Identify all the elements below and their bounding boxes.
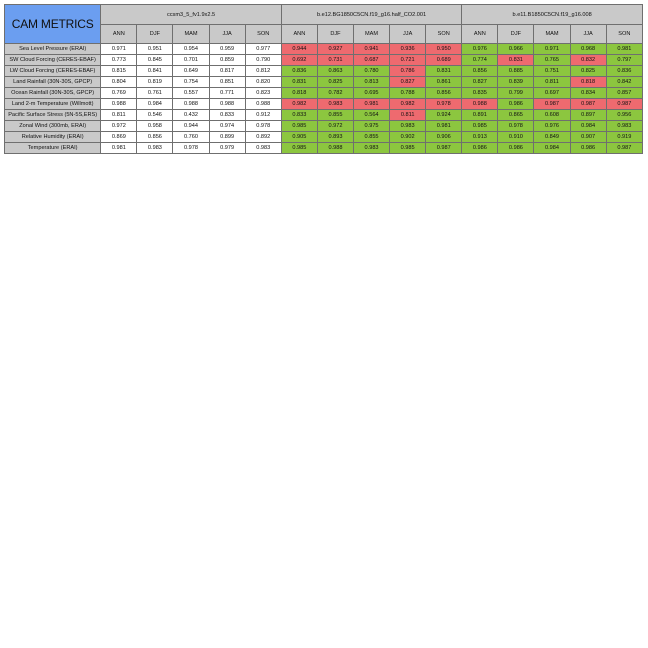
metric-value-cell: 0.832 [570,55,606,66]
season-header: DJF [498,25,534,44]
metric-value-cell: 0.818 [281,88,317,99]
metric-value-cell: 0.975 [354,121,390,132]
metric-value-cell: 0.856 [426,88,462,99]
metric-value-cell: 0.988 [173,99,209,110]
metric-label: Land 2-m Temperature (Willmott) [5,99,101,110]
metric-value-cell: 0.774 [462,55,498,66]
metric-value-cell: 0.981 [354,99,390,110]
metric-value-cell: 0.978 [498,121,534,132]
metric-value-cell: 0.956 [606,110,642,121]
metric-value-cell: 0.804 [101,77,137,88]
metric-value-cell: 0.831 [426,66,462,77]
metric-value-cell: 0.907 [570,132,606,143]
table-row [5,77,643,88]
metric-value-cell: 0.936 [390,44,426,55]
metric-value-cell: 0.432 [173,110,209,121]
metric-value-cell: 0.865 [498,110,534,121]
metric-value-cell: 0.771 [209,88,245,99]
metric-value-cell: 0.855 [317,110,353,121]
metric-value-cell: 0.912 [245,110,281,121]
metric-value-cell: 0.905 [281,132,317,143]
metric-value-cell: 0.966 [498,44,534,55]
metric-value-cell: 0.958 [137,121,173,132]
season-header: SON [426,25,462,44]
metric-value-cell: 0.985 [462,121,498,132]
metric-value-cell: 0.987 [570,99,606,110]
metric-value-cell: 0.972 [101,121,137,132]
metric-value-cell: 0.819 [137,77,173,88]
table-row [5,88,643,99]
metric-value-cell: 0.983 [245,143,281,154]
metric-value-cell: 0.954 [173,44,209,55]
metric-value-cell: 0.944 [173,121,209,132]
metric-value-cell: 0.983 [606,121,642,132]
season-header: DJF [137,25,173,44]
metric-value-cell: 0.986 [498,143,534,154]
metric-label: LW Cloud Forcing (CERES-EBAF) [5,66,101,77]
metric-value-cell: 0.892 [245,132,281,143]
metric-value-cell: 0.971 [534,44,570,55]
case-header-row [5,5,643,25]
metric-value-cell: 0.831 [498,55,534,66]
metric-value-cell: 0.836 [606,66,642,77]
metric-value-cell: 0.910 [498,132,534,143]
metric-value-cell: 0.983 [354,143,390,154]
metric-value-cell: 0.988 [317,143,353,154]
season-header: ANN [462,25,498,44]
metric-value-cell: 0.978 [426,99,462,110]
metric-value-cell: 0.827 [390,77,426,88]
metric-value-cell: 0.987 [606,99,642,110]
metric-value-cell: 0.891 [462,110,498,121]
season-header: MAM [354,25,390,44]
metric-value-cell: 0.855 [354,132,390,143]
metric-value-cell: 0.981 [606,44,642,55]
metric-value-cell: 0.983 [137,143,173,154]
metric-value-cell: 0.924 [426,110,462,121]
metric-value-cell: 0.790 [245,55,281,66]
metric-label: Sea Level Pressure (ERAI) [5,44,101,55]
metric-value-cell: 0.760 [173,132,209,143]
season-header: SON [606,25,642,44]
metric-value-cell: 0.813 [354,77,390,88]
cam-metrics-table [4,4,643,154]
metric-label: Pacific Surface Stress (5N-5S,ERS) [5,110,101,121]
season-header: MAM [173,25,209,44]
metric-value-cell: 0.649 [173,66,209,77]
season-header: JJA [570,25,606,44]
metric-value-cell: 0.972 [317,121,353,132]
table-row [5,44,643,55]
metric-value-cell: 0.721 [390,55,426,66]
table-row [5,121,643,132]
metric-value-cell: 0.851 [209,77,245,88]
table-row [5,99,643,110]
metric-value-cell: 0.897 [570,110,606,121]
metric-value-cell: 0.769 [101,88,137,99]
metric-value-cell: 0.836 [281,66,317,77]
metric-value-cell: 0.978 [173,143,209,154]
metric-value-cell: 0.831 [281,77,317,88]
metric-value-cell: 0.906 [426,132,462,143]
metric-value-cell: 0.842 [606,77,642,88]
metric-value-cell: 0.825 [570,66,606,77]
metric-value-cell: 0.944 [281,44,317,55]
table-title: CAM METRICS [5,5,101,44]
metric-value-cell: 0.820 [245,77,281,88]
metric-value-cell: 0.984 [534,143,570,154]
metric-value-cell: 0.797 [606,55,642,66]
metric-value-cell: 0.827 [462,77,498,88]
table-row [5,110,643,121]
metric-value-cell: 0.701 [173,55,209,66]
metric-value-cell: 0.951 [137,44,173,55]
metric-value-cell: 0.968 [570,44,606,55]
metric-value-cell: 0.786 [390,66,426,77]
metric-value-cell: 0.834 [570,88,606,99]
metric-value-cell: 0.979 [209,143,245,154]
metric-label: Temperature (ERAI) [5,143,101,154]
table-row [5,66,643,77]
metric-value-cell: 0.986 [498,99,534,110]
metric-value-cell: 0.869 [101,132,137,143]
table-row [5,143,643,154]
metric-value-cell: 0.773 [101,55,137,66]
metric-value-cell: 0.976 [534,121,570,132]
metric-value-cell: 0.811 [101,110,137,121]
metric-label: Ocean Rainfall (30N-30S, GPCP) [5,88,101,99]
metric-value-cell: 0.986 [462,143,498,154]
metric-value-cell: 0.608 [534,110,570,121]
metric-value-cell: 0.811 [390,110,426,121]
metric-value-cell: 0.557 [173,88,209,99]
metric-value-cell: 0.982 [390,99,426,110]
season-header-row [5,25,643,44]
metric-value-cell: 0.902 [390,132,426,143]
metric-value-cell: 0.845 [137,55,173,66]
season-header: DJF [317,25,353,44]
metric-value-cell: 0.987 [534,99,570,110]
metric-value-cell: 0.546 [137,110,173,121]
metric-value-cell: 0.782 [317,88,353,99]
metric-value-cell: 0.978 [245,121,281,132]
metric-value-cell: 0.780 [354,66,390,77]
metric-value-cell: 0.974 [209,121,245,132]
metric-value-cell: 0.689 [426,55,462,66]
metric-value-cell: 0.839 [498,77,534,88]
metric-value-cell: 0.817 [209,66,245,77]
metric-value-cell: 0.818 [570,77,606,88]
season-header: JJA [390,25,426,44]
metric-value-cell: 0.885 [498,66,534,77]
metric-value-cell: 0.754 [173,77,209,88]
metric-value-cell: 0.731 [317,55,353,66]
metric-value-cell: 0.985 [390,143,426,154]
metric-value-cell: 0.697 [534,88,570,99]
metric-value-cell: 0.927 [317,44,353,55]
case-header-half-co2: b.e12.BG1850C5CN.f19_g16.half_CO2.001 [281,5,461,25]
metric-value-cell: 0.849 [534,132,570,143]
metric-label: Land Rainfall (30N-30S, GPCP) [5,77,101,88]
metric-value-cell: 0.861 [426,77,462,88]
metric-value-cell: 0.751 [534,66,570,77]
metric-value-cell: 0.799 [498,88,534,99]
case-header-b1850: b.e11.B1850C5CN.f19_g16.008 [462,5,643,25]
metric-value-cell: 0.859 [209,55,245,66]
metric-value-cell: 0.976 [462,44,498,55]
metric-value-cell: 0.985 [281,143,317,154]
case-header-ccsm3: ccsm3_5_fv1.9x2.5 [101,5,282,25]
metric-value-cell: 0.899 [209,132,245,143]
metric-value-cell: 0.988 [101,99,137,110]
metric-value-cell: 0.863 [317,66,353,77]
metric-value-cell: 0.856 [137,132,173,143]
metric-value-cell: 0.983 [390,121,426,132]
metric-value-cell: 0.984 [137,99,173,110]
season-header: ANN [101,25,137,44]
metric-value-cell: 0.982 [281,99,317,110]
season-header: JJA [209,25,245,44]
season-header: SON [245,25,281,44]
season-header: MAM [534,25,570,44]
metric-value-cell: 0.811 [534,77,570,88]
metric-value-cell: 0.823 [245,88,281,99]
metric-value-cell: 0.893 [317,132,353,143]
metric-value-cell: 0.988 [209,99,245,110]
metric-value-cell: 0.981 [101,143,137,154]
metric-value-cell: 0.971 [101,44,137,55]
metric-value-cell: 0.913 [462,132,498,143]
season-header: ANN [281,25,317,44]
table-row [5,55,643,66]
metric-value-cell: 0.841 [137,66,173,77]
metric-value-cell: 0.987 [426,143,462,154]
table-row [5,132,643,143]
metric-value-cell: 0.564 [354,110,390,121]
metric-value-cell: 0.985 [281,121,317,132]
metric-label: SW Cloud Forcing (CERES-EBAF) [5,55,101,66]
metric-value-cell: 0.981 [426,121,462,132]
metric-value-cell: 0.959 [209,44,245,55]
metric-value-cell: 0.687 [354,55,390,66]
table-body [5,44,643,154]
metric-value-cell: 0.761 [137,88,173,99]
metric-value-cell: 0.692 [281,55,317,66]
metric-label: Zonal Wind (300mb, ERAI) [5,121,101,132]
metric-value-cell: 0.977 [245,44,281,55]
metric-value-cell: 0.833 [281,110,317,121]
metric-value-cell: 0.941 [354,44,390,55]
metric-value-cell: 0.950 [426,44,462,55]
metric-value-cell: 0.919 [606,132,642,143]
metric-value-cell: 0.788 [390,88,426,99]
metric-value-cell: 0.856 [462,66,498,77]
metric-value-cell: 0.986 [570,143,606,154]
metric-label: Relative Humidity (ERAI) [5,132,101,143]
metric-value-cell: 0.983 [317,99,353,110]
metric-value-cell: 0.695 [354,88,390,99]
metric-value-cell: 0.857 [606,88,642,99]
metric-value-cell: 0.833 [209,110,245,121]
metric-value-cell: 0.825 [317,77,353,88]
metric-value-cell: 0.835 [462,88,498,99]
metric-value-cell: 0.812 [245,66,281,77]
metric-value-cell: 0.765 [534,55,570,66]
metric-value-cell: 0.984 [570,121,606,132]
metric-value-cell: 0.988 [462,99,498,110]
metric-value-cell: 0.987 [606,143,642,154]
metric-value-cell: 0.815 [101,66,137,77]
metric-value-cell: 0.988 [245,99,281,110]
